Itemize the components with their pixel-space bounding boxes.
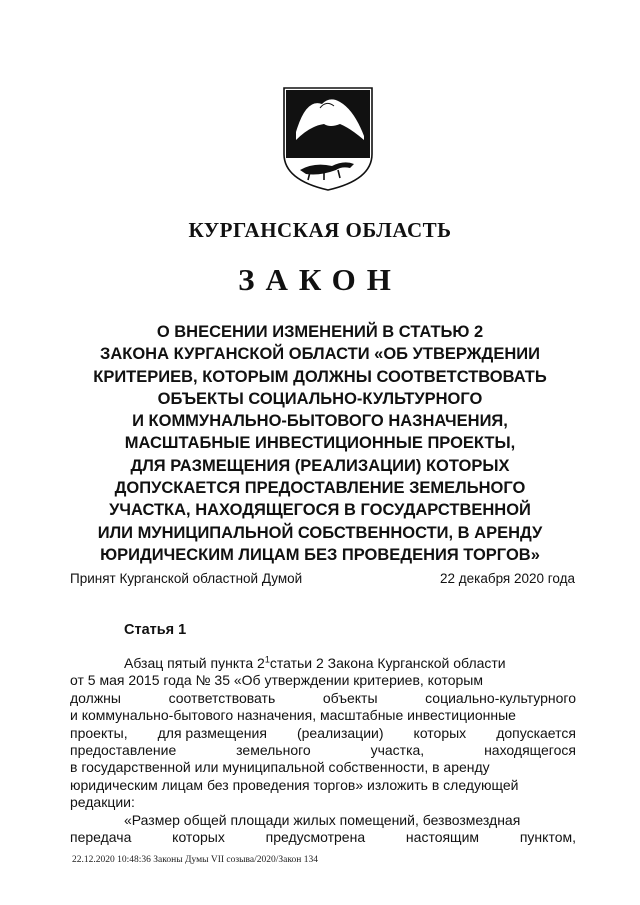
region-name: КУРГАНСКАЯ ОБЛАСТЬ <box>188 218 452 242</box>
title-line: О ВНЕСЕНИИ ИЗМЕНЕНИЙ В СТАТЬЮ 2 <box>156 323 484 341</box>
body-word: и коммунально-бытового назначения, масштабные инвестиционные <box>70 707 516 724</box>
footer-stamp: 22.12.2020 10:48:36 Законы Думы VII созыва/2020/Закон 134 <box>72 855 318 865</box>
body-word: объекты <box>322 689 378 706</box>
quote-line <box>70 812 576 829</box>
body-line <box>70 777 576 794</box>
body-word: предоставление <box>70 742 177 759</box>
body-word: «Размер общей площади жилых помещений, безвозмездная <box>124 811 521 828</box>
title-line: ДЛЯ РАЗМЕЩЕНИЯ (РЕАЛИЗАЦИИ) КОТОРЫХ <box>130 456 510 475</box>
title-line: ЮРИДИЧЕСКИМ ЛИЦАМ БЕЗ ПРОВЕДЕНИЯ ТОРГОВ» <box>100 545 540 564</box>
body-word: юридическим лицам без проведения торгов» изложить в следующей <box>70 776 519 793</box>
body-word: находящегося <box>484 742 576 759</box>
body-line <box>70 690 576 707</box>
body-word: соответствовать <box>168 689 276 706</box>
body-line <box>70 725 576 742</box>
title-line: ЗАКОНА КУРГАНСКОЙ ОБЛАСТИ «ОБ УТВЕРЖДЕНИИ <box>100 345 540 364</box>
adoption-line <box>70 571 575 586</box>
document-type: ЗАКОН <box>238 262 402 297</box>
law-title <box>60 321 580 566</box>
title-line: ДОПУСКАЕТСЯ ПРЕДОСТАВЛЕНИЕ ЗЕМЕЛЬНОГО <box>114 479 526 498</box>
body-word: от 5 мая 2015 года № 35 «Об утверждении критериев, которым <box>70 672 483 689</box>
body-word: которых <box>413 724 467 741</box>
title-line: И КОММУНАЛЬНО-БЫТОВОГО НАЗНАЧЕНИЯ, <box>132 412 508 431</box>
body-word: пунктом, <box>519 829 576 846</box>
title-line: УЧАСТКА, НАХОДЯЩЕГОСЯ В ГОСУДАРСТВЕННОЙ <box>109 501 531 520</box>
body-word: для размещения <box>157 724 267 741</box>
body-word: социально-культурного <box>425 689 576 706</box>
body-line <box>70 672 576 689</box>
body-word: предусмотрена <box>265 829 366 846</box>
body-word: настоящим <box>405 829 480 846</box>
article-heading: Статья 1 <box>124 622 187 638</box>
body-word: которых <box>172 829 225 846</box>
title-line: ОБЪЕКТЫ СОЦИАЛЬНО-КУЛЬТУРНОГО <box>157 389 483 408</box>
superscript: 1 <box>264 654 270 665</box>
adoption-date: 22 декабря 2020 года <box>439 571 575 586</box>
quote-line <box>70 829 576 846</box>
body-line <box>70 742 576 759</box>
body-line <box>70 759 576 776</box>
body-line <box>70 707 576 724</box>
kurgan-coat-of-arms-icon <box>280 84 376 194</box>
title-line: КРИТЕРИЕВ, КОТОРЫМ ДОЛЖНЫ СООТВЕТСТВОВАТЬ <box>93 367 547 386</box>
adopted-by: Принят Курганской областной Думой <box>70 571 303 586</box>
article-body <box>70 655 576 846</box>
body-word: проекты, <box>70 724 128 741</box>
body-word: передача <box>70 829 132 846</box>
body-text-part: Абзац пятый пункта $2^1статьи$ 2 Закона Курганской области <box>124 654 506 671</box>
body-line <box>70 794 576 811</box>
body-word: должны <box>70 689 121 706</box>
body-word: в государственной или муниципальной собственности, в аренду <box>70 759 490 776</box>
body-word: участка, <box>370 742 425 759</box>
body-line <box>70 655 576 672</box>
body-word: редакции: <box>70 794 135 811</box>
body-word: допускается <box>496 724 576 741</box>
body-word: земельного <box>236 742 311 759</box>
body-word: (реализации) <box>296 724 384 741</box>
title-line: ИЛИ МУНИЦИПАЛЬНОЙ СОБСТВЕННОСТИ, В АРЕНДУ <box>97 523 543 542</box>
title-line: МАСШТАБНЫЕ ИНВЕСТИЦИОННЫЕ ПРОЕКТЫ, <box>124 434 516 453</box>
